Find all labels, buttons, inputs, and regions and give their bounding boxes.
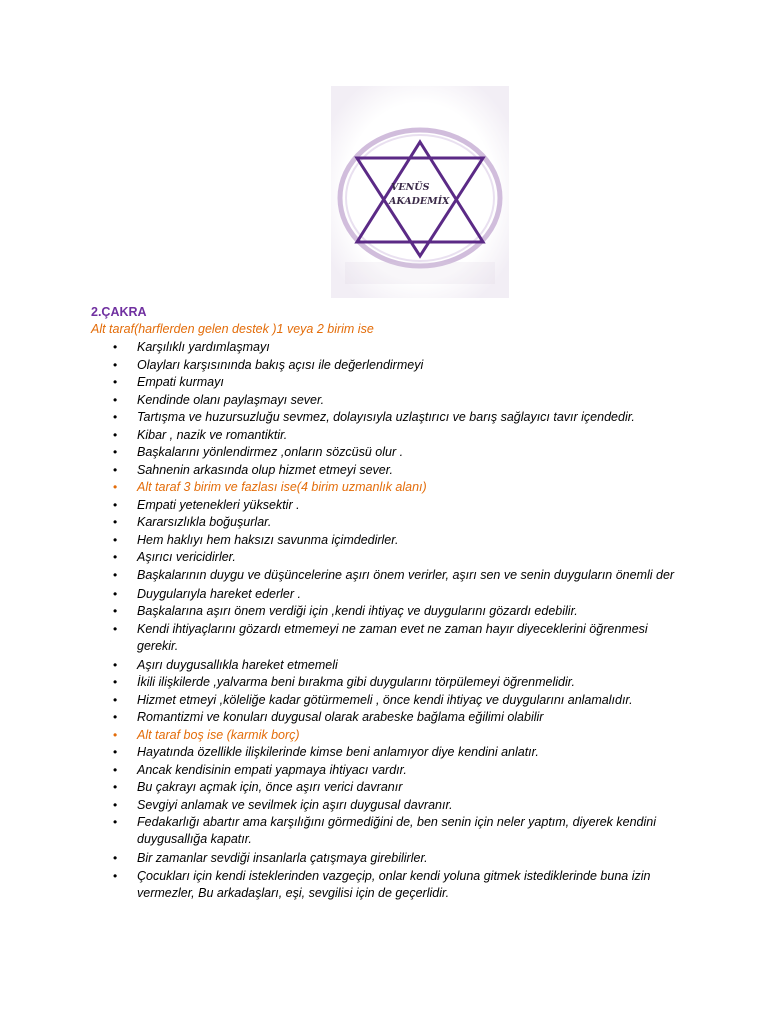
list-item	[91, 692, 691, 709]
bullet-icon: •	[113, 657, 118, 672]
list-item	[91, 744, 691, 761]
logo	[331, 86, 509, 298]
logo-graphic	[331, 86, 509, 298]
list-item-text: Hizmet etmeyi ,köleliğe kadar götürmemeli , önce kendi ihtiyaç ve duygularını anlamalıdır.	[137, 692, 633, 707]
logo-text-line1: VENÜS	[391, 182, 430, 193]
list-item-text: Alt taraf 3 birim ve fazlası ise(4 birim uzmanlık alanı)	[137, 480, 427, 494]
list-item-text: Duygularıyla hareket ederler .	[137, 586, 301, 601]
bullet-list	[91, 339, 691, 902]
list-item	[91, 357, 691, 374]
list-item	[91, 621, 691, 655]
bullet-icon: •	[113, 727, 118, 742]
bullet-icon: •	[113, 567, 118, 582]
bullet-icon: •	[113, 710, 118, 724]
list-item-text: Fedakarlığı abartır ama karşılığını görmediğini de, ben senin için neler yaptım, diyerek kendini duygusallığa kapatır.	[137, 815, 657, 846]
list-item	[91, 657, 691, 674]
list-item-text: Kendinde olanı paylaşmayı sever.	[137, 392, 325, 407]
bullet-icon: •	[113, 427, 118, 442]
list-item	[91, 514, 691, 531]
list-item-text: Sahnenin arkasında olup hizmet etmeyi sever.	[137, 462, 393, 477]
list-item	[91, 727, 691, 744]
bullet-icon: •	[113, 868, 118, 883]
bullet-icon: •	[113, 340, 118, 354]
list-item-text: Çocukları için kendi isteklerinden vazgeçip, onlar kendi yoluna gitmek istediklerinde buna izin vermezler, Bu arkadaşları, eşi, sevgilisi için de geçerlidir.	[137, 868, 651, 900]
logo-text-line2: AKADEMİX	[389, 196, 450, 207]
bullet-icon: •	[113, 851, 118, 865]
list-item-text: Kararsızlıkla boğuşurlar.	[137, 515, 272, 529]
list-item-text: Alt taraf boş ise (karmik borç)	[137, 727, 300, 742]
list-item	[91, 674, 691, 691]
list-item	[91, 868, 691, 902]
list-item-text: Başkalarını yönlendirmez ,onların sözcüsü olur .	[137, 445, 404, 459]
list-item-text: Hem haklıyı hem haksızı savunma içimdedirler.	[137, 532, 399, 547]
list-item	[91, 797, 691, 814]
list-item-text: Başkalarının duygu ve düşüncelerine aşırı önem verirler, aşırı sen ve senin duyguların önemli der	[137, 567, 675, 582]
list-item	[91, 479, 691, 496]
list-item	[91, 709, 691, 726]
list-item	[91, 603, 691, 620]
list-item	[91, 567, 691, 584]
list-item-text: Romantizmi ve konuları duygusal olarak arabeske bağlama eğilimi olabilir	[137, 710, 544, 724]
list-item-text: Sevgiyi anlamak ve sevilmek için aşırı duygusal davranır.	[137, 797, 453, 812]
list-item-text: İkili ilişkilerde ,yalvarma beni bırakma gibi duygularını törpülemeyi öğrenmelidir.	[137, 675, 575, 689]
list-item	[91, 444, 691, 461]
list-item-text: Hayatında özellikle ilişkilerinde kimse beni anlamıyor diye kendini anlatır.	[137, 745, 539, 759]
document-body	[91, 304, 691, 904]
section-heading: 2.ÇAKRA	[91, 305, 147, 319]
bullet-icon: •	[113, 692, 118, 707]
list-item	[91, 374, 691, 391]
bullet-icon: •	[113, 357, 118, 372]
bullet-icon: •	[113, 532, 118, 547]
list-item-text: Olayları karşısınında bakış açısı ile değerlendirmeyi	[137, 357, 424, 372]
bullet-icon: •	[113, 675, 118, 689]
list-item-text: Aşırıcı vericidirler.	[137, 550, 236, 564]
bullet-icon: •	[113, 762, 118, 777]
bullet-icon: •	[113, 462, 118, 477]
list-item-text: Başkalarına aşırı önem verdiği için ,kendi ihtiyaç ve duygularını gözardı edebilir.	[137, 604, 578, 618]
bullet-icon: •	[113, 497, 118, 512]
list-item	[91, 762, 691, 779]
bullet-icon: •	[113, 445, 118, 459]
bullet-icon: •	[113, 550, 118, 564]
list-item-text: Karşılıklı yardımlaşmayı	[137, 340, 270, 354]
list-item	[91, 549, 691, 566]
bullet-icon: •	[113, 815, 118, 829]
list-item	[91, 409, 691, 426]
list-item-text: Empati kurmayı	[137, 375, 224, 389]
bullet-icon: •	[113, 621, 118, 636]
list-item	[91, 392, 691, 409]
bullet-icon: •	[113, 586, 118, 601]
list-item	[91, 532, 691, 549]
list-item	[91, 427, 691, 444]
list-item-text: Kendi ihtiyaçlarını gözardı etmemeyi ne zaman evet ne zaman hayır diyeceklerini öğrenmesi gerekir.	[137, 621, 648, 653]
list-item	[91, 779, 691, 796]
list-item	[91, 586, 691, 603]
list-item-text: Bu çakrayı açmak için, önce aşırı verici davranır	[137, 780, 403, 794]
bullet-icon: •	[113, 515, 118, 529]
list-item-text: Tartışma ve huzursuzluğu sevmez, dolayısıyla uzlaştırıcı ve barış sağlayıcı tavır içendedir.	[137, 410, 635, 424]
list-item	[91, 814, 691, 848]
list-item-text: Bir zamanlar sevdiği insanlarla çatışmaya girebilirler.	[137, 851, 428, 865]
bullet-icon: •	[113, 410, 118, 424]
list-item-text: Empati yetenekleri yüksektir .	[137, 497, 300, 512]
bullet-icon: •	[113, 375, 118, 389]
section-subheading: Alt taraf(harflerden gelen destek )1 veya 2 birim ise	[91, 322, 374, 336]
list-item	[91, 850, 691, 867]
list-item-text: Aşırı duygusallıkla hareket etmemeli	[137, 657, 338, 672]
list-item	[91, 339, 691, 356]
list-item-text: Kibar , nazik ve romantiktir.	[137, 427, 288, 442]
bullet-icon: •	[113, 780, 118, 794]
bullet-icon: •	[113, 745, 118, 759]
bullet-icon: •	[113, 392, 118, 407]
bullet-icon: •	[113, 797, 118, 812]
bullet-icon: •	[113, 480, 118, 494]
list-item-text: Ancak kendisinin empati yapmaya ihtiyacı vardır.	[137, 762, 407, 777]
list-item	[91, 497, 691, 514]
bullet-icon: •	[113, 604, 118, 618]
list-item	[91, 462, 691, 479]
